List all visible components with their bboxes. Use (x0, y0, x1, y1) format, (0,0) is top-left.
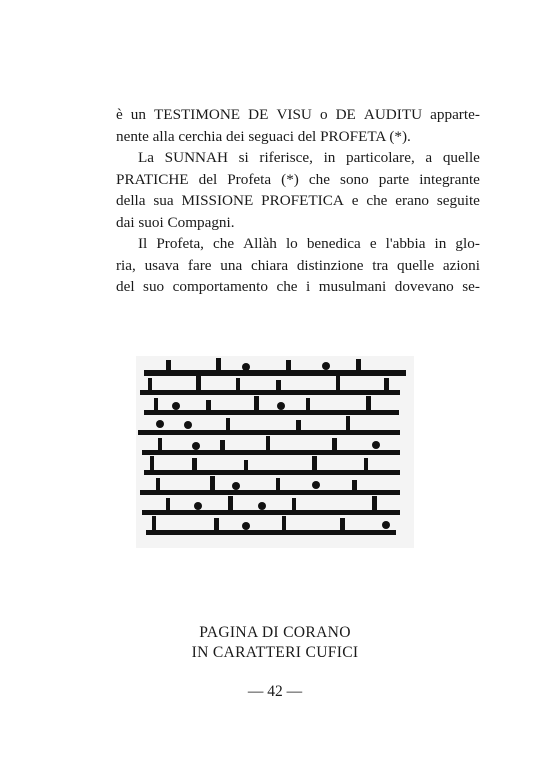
text-line: PRATICHE del Profeta (*) che sono parte integrante (116, 170, 480, 188)
text-line: della sua MISSIONE PROFETICA e che erano seguite (116, 192, 480, 209)
text-line: La SUNNAH si riferisce, in particolare, a quelle (138, 149, 480, 166)
kufic-script-icon (136, 356, 414, 548)
page-number: — 42 — (247, 683, 303, 700)
text-line: è un TESTIMONE DE VISU o DE AUDITU apparte- (116, 106, 480, 123)
figure-caption-line-2: IN CARATTERI CUFICI (191, 644, 359, 661)
text-line: Il Profeta, che Allàh lo benedica e l'abbia in glo- (138, 235, 480, 252)
text-line: nente alla cerchia dei seguaci del PROFETA (*). (116, 127, 411, 145)
text-line: ria, usava fare una chiara distinzione tra quelle azioni (116, 256, 480, 274)
body-text (116, 104, 480, 298)
kufic-manuscript-image (136, 356, 414, 548)
text-line: del suo comportamento che i musulmani dovevano se- (116, 278, 480, 295)
text-line: dai suoi Compagni. (116, 213, 235, 231)
figure-caption-line-1: PAGINA DI CORANO (199, 624, 351, 641)
